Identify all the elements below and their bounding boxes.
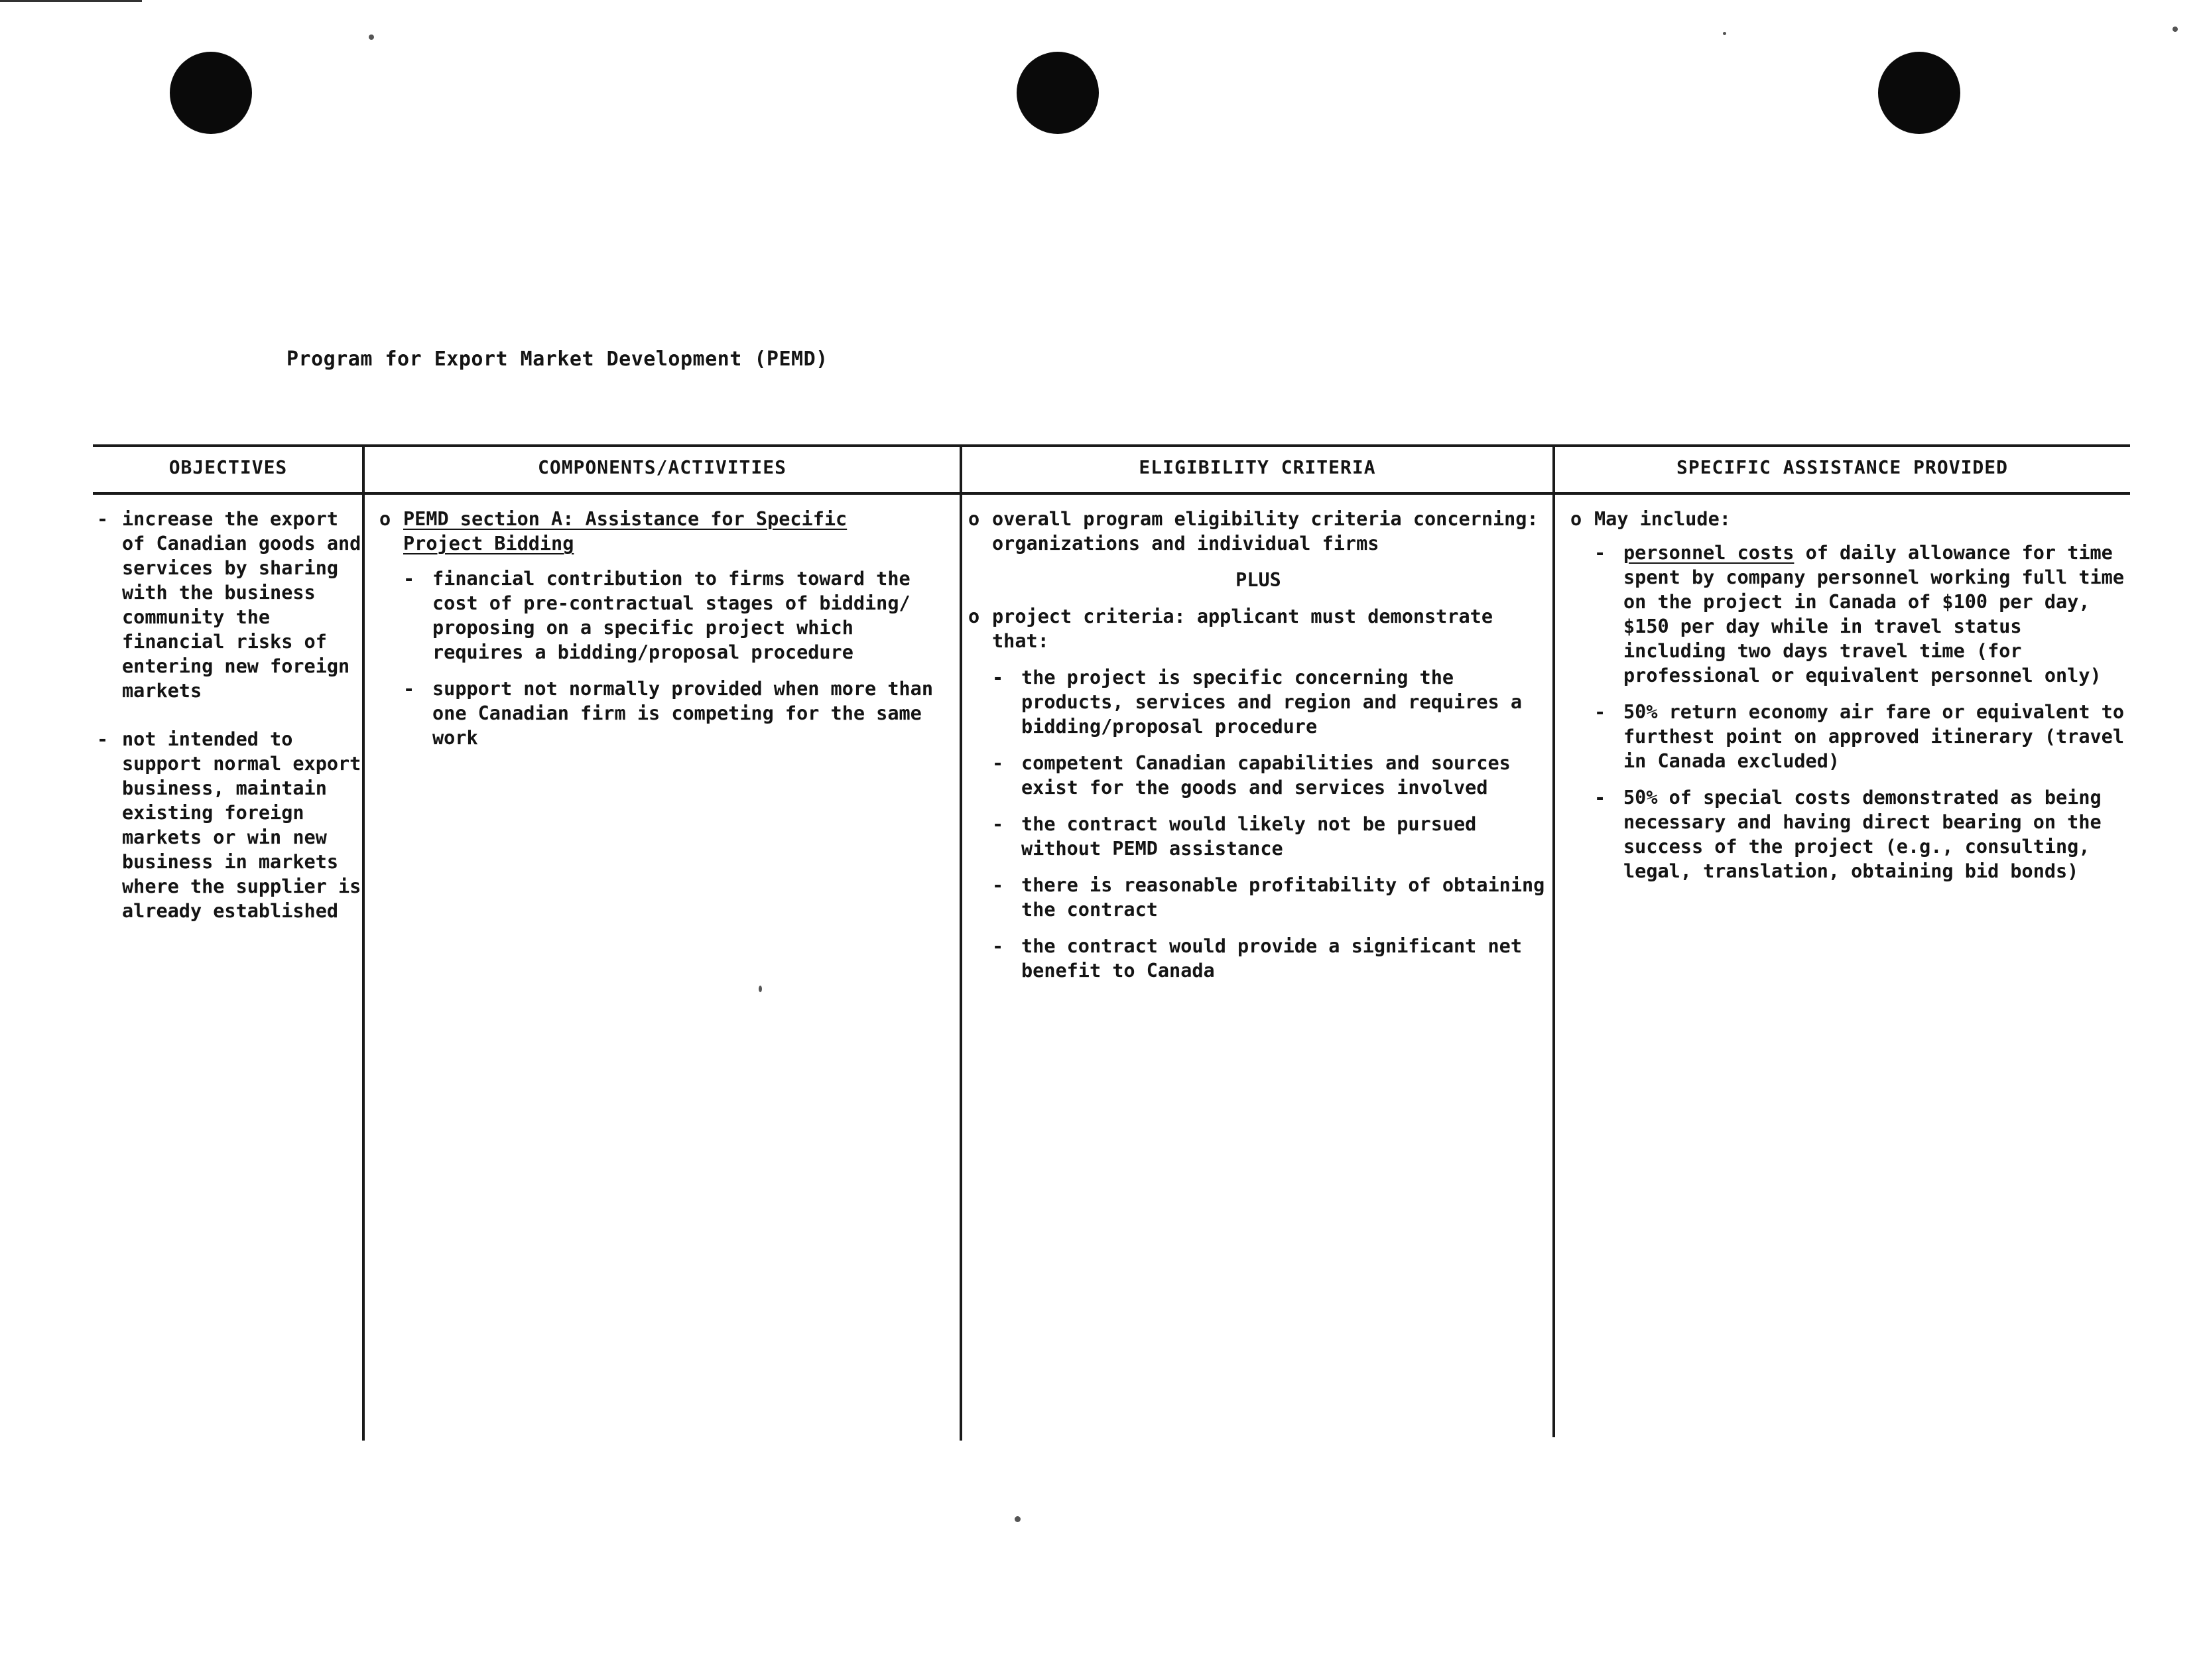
component-text: financial contribution to firms toward the cost of pre-contractual stages of bidding/ proposing on a specific project which requires a bidding/proposal procedure [432, 568, 911, 663]
scan-speck [2173, 27, 2178, 32]
scan-speck [759, 986, 762, 992]
bullet-dash: - [97, 728, 109, 750]
objectives-cell [97, 507, 362, 923]
objective-item [97, 507, 362, 703]
column-divider-2 [960, 446, 962, 1441]
top-edge-rule [0, 0, 142, 2]
bullet-dash: - [403, 678, 415, 700]
plus-label: PLUS [1235, 569, 1281, 591]
punch-hole-left [170, 52, 252, 134]
assistance-item [1594, 541, 2127, 688]
eligibility-text: the project is specific concerning the products, services and region and requires a bidding/proposal procedure [1021, 667, 1522, 738]
eligibility-text: there is reasonable profitability of obtaining the contract [1021, 874, 1545, 921]
punch-hole-right [1878, 52, 1960, 134]
eligibility-item [992, 934, 1548, 983]
eligibility-item [992, 873, 1548, 922]
component-item [403, 566, 951, 665]
component-item [403, 677, 951, 750]
bullet-dash: - [992, 874, 1004, 896]
bullet-o: o [1570, 508, 1582, 530]
bullet-dash: - [992, 752, 1004, 774]
page-title: Program for Export Market Development (PEMD) [286, 348, 828, 371]
personnel-costs-text: of daily allowance for time spent by company personnel working full time on the project in Canada of $100 per day, $150 per day while in travel status including two days travel time (for professional or equivalent personnel only) [1623, 542, 2124, 686]
punch-hole-center [1017, 52, 1099, 134]
component-heading: PEMD section A: Assistance for Specific Project Bidding [403, 508, 848, 554]
eligibility-item [992, 665, 1548, 739]
eligibility-text: competent Canadian capabilities and sources exist for the goods and services involved [1021, 752, 1511, 799]
eligibility-item [992, 751, 1548, 800]
eligibility-overall-text: overall program eligibility criteria concerning: organizations and individual firms [992, 508, 1539, 554]
scan-speck [1015, 1516, 1021, 1522]
eligibility-cell [968, 507, 1548, 983]
header-objectives: OBJECTIVES [168, 456, 288, 478]
objective-text: increase the export of Canadian goods and services by sharing with the business community the financial risks of entering new foreign markets [122, 508, 361, 702]
component-text: support not normally provided when more than one Canadian firm is competing for the same work [432, 678, 933, 749]
personnel-costs-label: personnel costs [1623, 542, 1795, 564]
bullet-dash: - [97, 508, 109, 530]
eligibility-project-item [968, 604, 1548, 653]
assistance-text: 50% return economy air fare or equivalent to furthest point on approved itinerary (travel in Canada excluded) [1623, 701, 2124, 772]
header-components: COMPONENTS/ACTIVITIES [537, 456, 787, 478]
assistance-intro: May include: [1594, 508, 1731, 530]
eligibility-subitems [968, 665, 1548, 983]
objective-text: not intended to support normal export business, maintain existing foreign markets or win new business in markets where the supplier is already established [122, 728, 361, 922]
eligibility-overall-item [968, 507, 1548, 556]
table-top-rule [93, 444, 2130, 447]
bullet-o: o [968, 606, 980, 627]
eligibility-text: the contract would likely not be pursued without PEMD assistance [1021, 813, 1477, 860]
column-divider-1 [362, 446, 365, 1441]
bullet-o: o [379, 508, 391, 530]
bullet-dash: - [992, 813, 1004, 835]
header-bottom-rule [93, 492, 2130, 495]
eligibility-item [992, 812, 1548, 861]
assistance-item [1594, 700, 2127, 773]
bullet-dash: - [1594, 701, 1606, 723]
bullet-dash: - [992, 667, 1004, 688]
bullet-dash: - [1594, 542, 1606, 564]
assistance-cell [1570, 507, 2127, 883]
assistance-text: 50% of special costs demonstrated as being necessary and having direct bearing on the success of the project (e.g., consulting, legal, translation, obtaining bid bonds) [1623, 787, 2102, 882]
scan-speck [1723, 32, 1726, 35]
bullet-o: o [968, 508, 980, 530]
assistance-intro-item [1570, 507, 2127, 531]
assistance-item [1594, 785, 2127, 883]
eligibility-text: the contract would provide a significant net benefit to Canada [1021, 935, 1522, 982]
scan-speck [369, 34, 374, 40]
header-assistance: SPECIFIC ASSISTANCE PROVIDED [1676, 456, 2008, 478]
header-eligibility: ELIGIBILITY CRITERIA [1139, 456, 1376, 478]
component-heading-item [379, 507, 951, 556]
column-divider-3 [1552, 446, 1555, 1437]
objective-item [97, 727, 362, 923]
bullet-dash: - [403, 568, 415, 590]
assistance-subitems [1570, 541, 2127, 883]
bullet-dash: - [1594, 787, 1606, 808]
eligibility-project-text: project criteria: applicant must demonstrate that: [992, 606, 1493, 652]
bullet-dash: - [992, 935, 1004, 957]
component-subitems [379, 566, 951, 750]
components-cell [379, 507, 951, 750]
